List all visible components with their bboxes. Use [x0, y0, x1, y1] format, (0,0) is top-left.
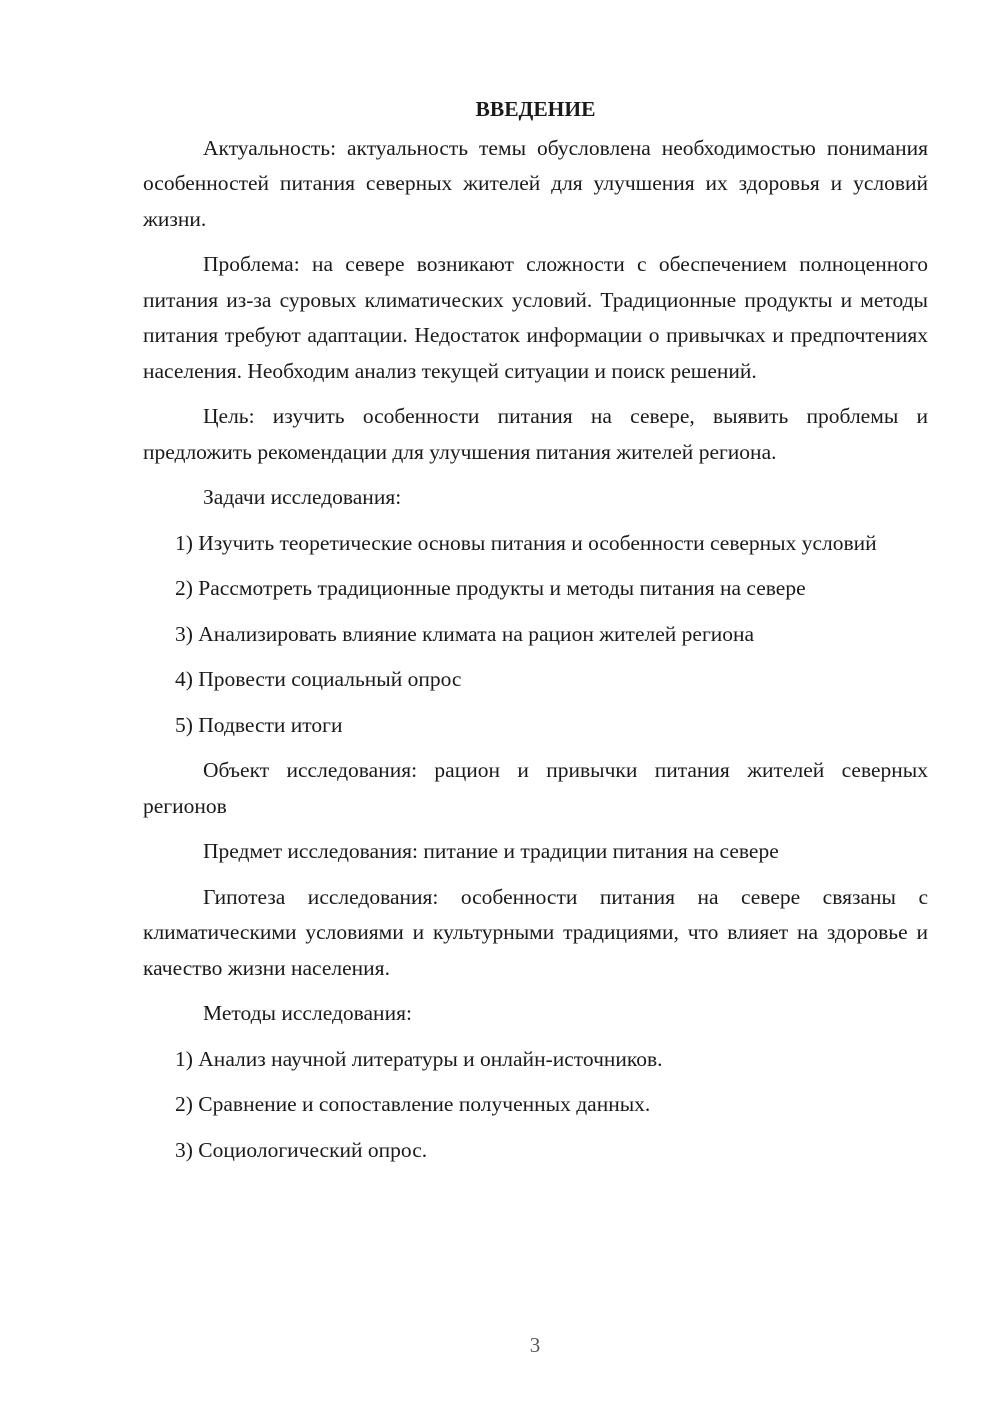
- page-number: 3: [529, 1333, 541, 1357]
- task-item-4: 4) Провести социальный опрос: [175, 667, 462, 691]
- method-item-3: 3) Социологический опрос.: [175, 1137, 428, 1162]
- paragraph-subject: Предмет исследования: питание и традиции питания на севере: [203, 839, 779, 863]
- task-item-3: 3) Анализировать влияние климата на рацион жителей региона: [175, 621, 755, 646]
- method-item-1: 1) Анализ научной литературы и онлайн-источников.: [175, 1046, 663, 1071]
- methods-heading: Методы исследования:: [203, 1001, 412, 1025]
- paragraph-relevance: Актуальность: актуальность темы обусловлена необходимостью понимания особенностей питания северных жителей для улучшения их здоровья и условий жизни.: [143, 135, 928, 231]
- tasks-heading: Задачи исследования:: [203, 485, 402, 509]
- section-title: ВВЕДЕНИЕ: [475, 97, 596, 121]
- paragraph-problem: Проблема: на севере возникают сложности с обеспечением полноценного питания из-за суровых климатических условий. Традиционные продукты и методы питания требуют адаптации. Недостаток информации о привычках и предпочтениях населения. Необходим анализ текущей ситуации и поиск решений.: [143, 252, 928, 383]
- task-item-1: 1) Изучить теоретические основы питания и особенности северных условий: [175, 530, 877, 555]
- paragraph-hypothesis: Гипотеза исследования: особенности питания на севере связаны с климатическими условиями и культурными традициями, что влияет на здоровье и качество жизни населения.: [143, 884, 928, 980]
- document-page: [143, 92, 928, 1178]
- paragraph-goal: Цель: изучить особенности питания на севере, выявить проблемы и предложить рекомендации для улучшения питания жителей региона.: [143, 404, 928, 464]
- task-item-2: 2) Рассмотреть традиционные продукты и методы питания на севере: [175, 576, 806, 600]
- task-item-5: 5) Подвести итоги: [175, 712, 343, 737]
- paragraph-object: Объект исследования: рацион и привычки питания жителей северных регионов: [143, 758, 928, 818]
- method-item-2: 2) Сравнение и сопоставление полученных данных.: [175, 1092, 651, 1116]
